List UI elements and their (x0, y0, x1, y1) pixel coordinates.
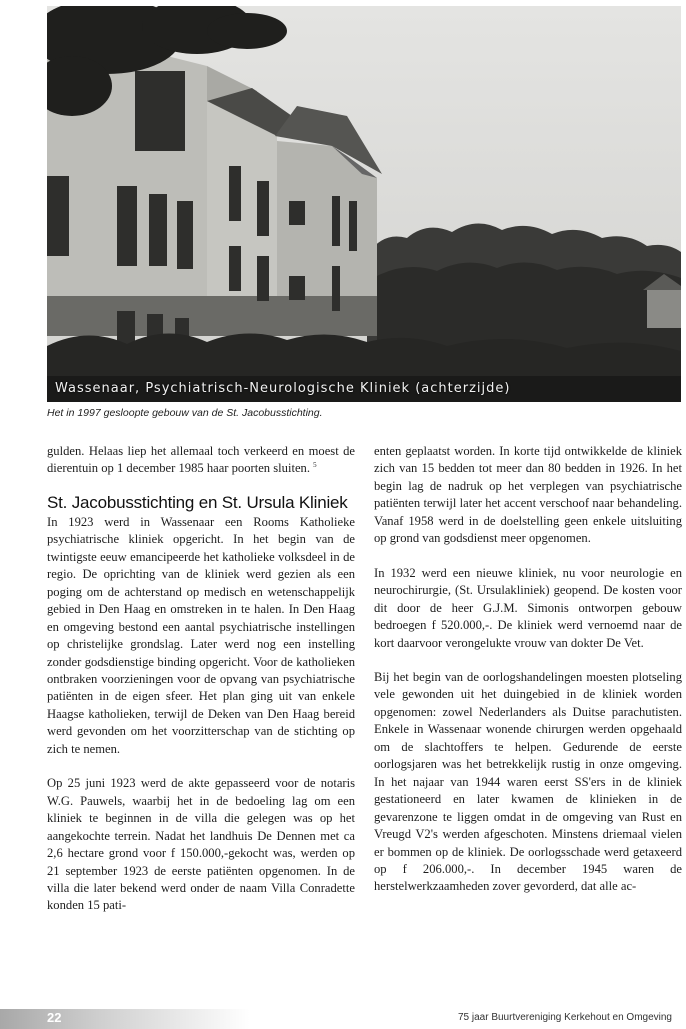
photo-overlay-caption: Wassenaar, Psychiatrisch-Neurologische Kliniek (achterzijde) (55, 381, 511, 396)
building-photo-image (47, 6, 681, 402)
footer-bar (0, 1009, 250, 1029)
historic-building-photo (47, 6, 681, 402)
body-paragraph: Bij het begin van de oorlogshandelingen moesten plotseling vele gewonden uit het duingebied in de kliniek worden opgenomen: zowel Nederlanders als Duitse parachutisten. Enkele in Wassenaar wonende chirurgen werden opgehaald om de slachtoffers te helpen. Gedurende de eerste oorlogsjaren was het betrekkelijk rustig in onze omgeving. In het najaar van 1944 waren eerst SS'ers in de kliniek gestationeerd en later kwamen de klinieken in de gevarenzone te liggen omdat in de omgeving van Rust en Vreugd V2's werden afgeschoten. Minstens driemaal vielen er bommen op de kliniek. De oorlogsschade werd getaxeerd op f 206.000,-. In december 1945 waren de herstelwerkzaamheden zover gevorderd, dat alle ac- (374, 669, 682, 894)
intro-text: gulden. Helaas liep het allemaal toch verkeerd en moest de dierentuin op 1 december 1985 haar poorten sluiten. (47, 444, 355, 476)
body-paragraph: In 1932 werd een nieuwe kliniek, nu voor neurologie en neurochirurgie, (St. Ursulakliniek) geopend. De kosten voor dit door de heer G.J.M. Simonis ontworpen gebouw bedroegen f 520.000,-. De kliniek werd vernoemd naar de kort daarvoor verongelukte vrouw van dokter De Vet. (374, 565, 682, 650)
body-paragraph: In 1923 werd in Wassenaar een Rooms Katholieke psychiatrische kliniek opgericht. In het begin van de twintigste eeuw emancipeerde het katholieke volksdeel in de regio. De oprichting van de kliniek werd gezien als een poging om de achterstand op medisch en wetenschappelijk gebied in Den Haag en omstreken in te halen. In Den Haag en omgeving bestond een aantal psychiatrische instellingen op christelijke grondslag. Later werd nog een instelling zonder godsdienstige binding opgericht. Voor de katholieken ontbraken voorzieningen voor de opvang van psychiatrische patiënten in de eigen sfeer. Het plan ging uit van enkele Haagse katholieken, terwijl de Deken van Den Haag bereid werd gevonden om het voorzitterschap van de stichting op zich te nemen. (47, 514, 355, 756)
body-paragraph: enten geplaatst worden. In korte tijd ontwikkelde de kliniek zich van 15 bedden tot meer dan 80 bedden in 1926. In het begin lag de nadruk op het verplegen van psychiatrische patiënten terwijl later het accent verschoof naar behandeling. Vanaf 1958 werd in de doelstelling geen enkele uitsluiting op grond van godsdienst meer opgenomen. (374, 444, 682, 546)
photo-caption: Het in 1997 gesloopte gebouw van de St. Jacobusstichting. (47, 407, 323, 419)
body-paragraph: Op 25 juni 1923 werd de akte gepasseerd voor de notaris W.G. Pauwels, waarbij het in de bedoeling lag om een kliniek te beginnen in de villa die gelegen was op het aangekochte terrein. Nadat het landhuis De Dennen met ca 2,6 hectare grond voor f 150.000,-gekocht was, werden op 21 september 1923 de eerste patiënten opgenomen. In de villa die later bekend werd onder de naam Villa Conradette konden 15 pati- (47, 776, 355, 913)
section-heading: St. Jacobusstichting en St. Ursula Kliniek (47, 492, 348, 512)
footnote-marker: 5 (313, 461, 317, 470)
intro-paragraph (47, 443, 355, 478)
publication-title: 75 jaar Buurtvereniging Kerkehout en Omgeving (457, 1012, 672, 1023)
page-number: 22 (47, 1010, 62, 1025)
left-column (47, 443, 355, 915)
right-column (374, 443, 682, 896)
